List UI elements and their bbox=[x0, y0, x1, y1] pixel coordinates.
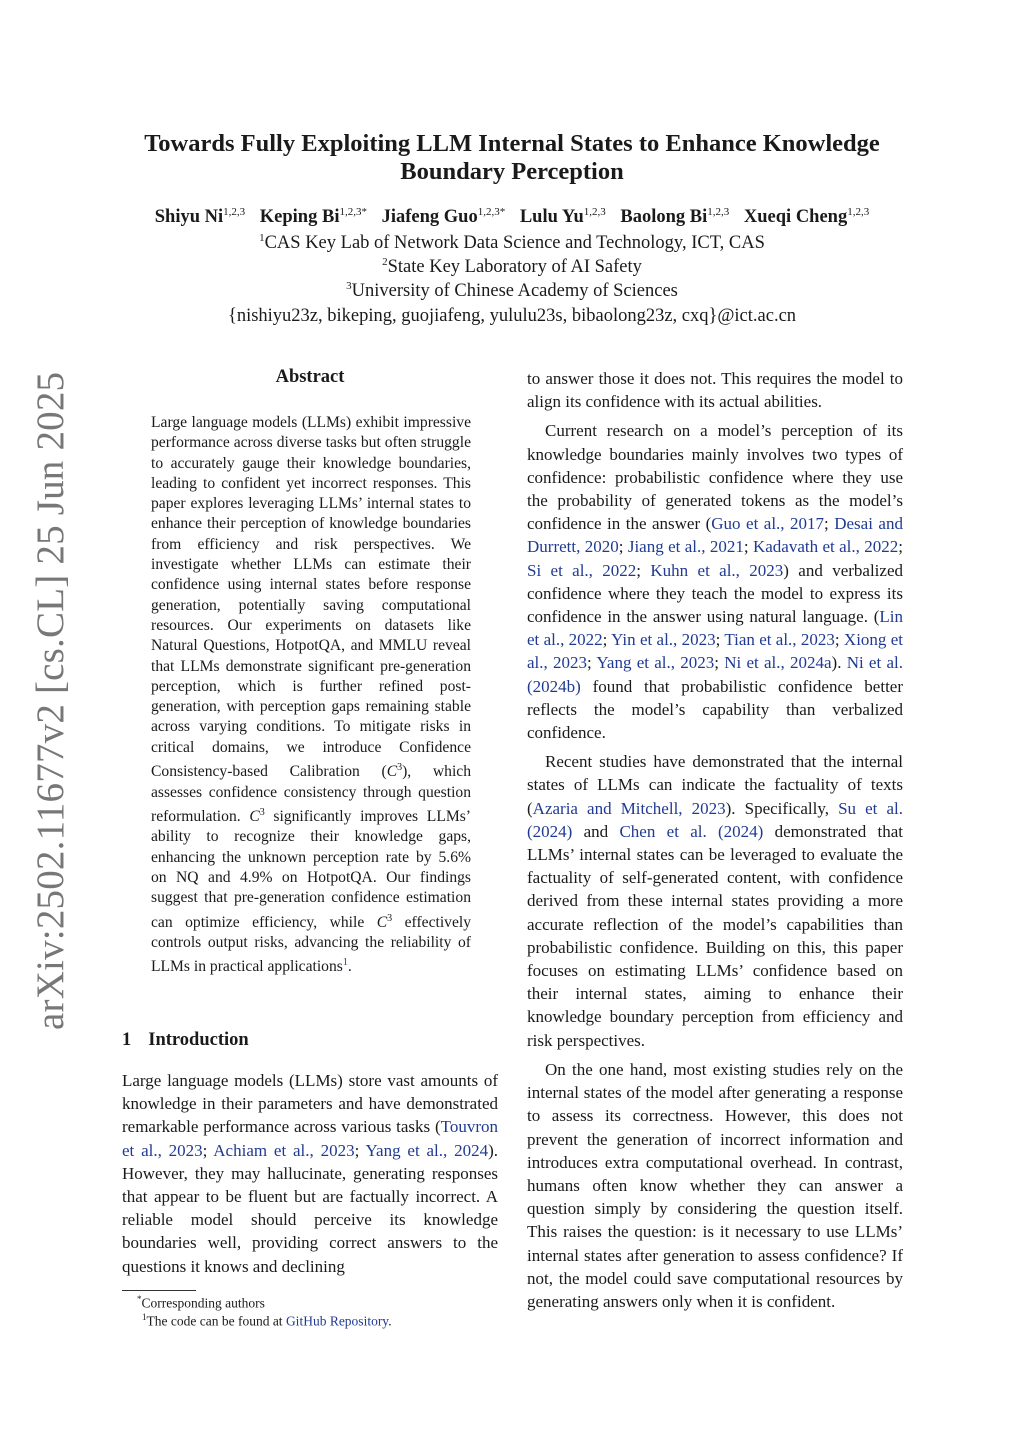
c3-symbol: $C^3$ bbox=[386, 762, 403, 781]
intro-paragraph: Current research on a model’s perception of its knowledge boundaries mainly involves two types of confidence: probabilistic confidence where they use the probability of generated tokens as the model’s confidence in the answer (Guo et al., 2017; Desai and Durrett, 2020; Jiang et al., 2021; Kadavath et al., 2022; Si et al., 2022; Kuhn et al., 2023) and verbalized confidence where they teach the model to express its confidence in the answer using natural language. (Lin et al., 2022; Yin et al., 2023; Tian et al., 2023; Xiong et al., 2023; Yang et al., 2023; Ni et al., 2024a). Ni et al. (2024b) found that probabilistic confidence better reflects the model’s capability than verbalized confidence. bbox=[527, 421, 904, 743]
abstract-paragraph: Large language models (LLMs) exhibit impressive performance across diverse tasks but often struggle to accurately gauge their knowledge boundaries, leading to confident yet incorrect responses. This paper explores leveraging LLMs’ internal states to enhance their perception of knowledge boundaries from efficiency and risk perspectives. We investigate whether LLMs can estimate their confidence using internal states before response generation, potentially saving computational resources. Our experiments on datasets like Natural Questions, HotpotQA, and MMLU reveal that LLMs demonstrate significant pre-generation perception, which is further refined post-generation, with perception gaps remaining stable across varying conditions. To mitigate risks in critical domains, we introduce Confidence Consistency-based Calibration $(C^3)$, which assesses confidence consistency through question reformulation. $C^3$ significantly improves LLMs’ ability to recognize their knowledge gaps, enhancing the unknown perception rate by 5.6% on NQ and 4.9% on HotpotQA. Our findings suggest that pre-generation confidence estimation can optimize efficiency, while $C^3$ effectively controls output risks, advancing the reliability of LLMs in practical applications$^1$. bbox=[151, 414, 472, 976]
left-column-text bbox=[122, 1069, 498, 1278]
footnote-code: $^1$The code can be found at GitHub Repository. bbox=[142, 1312, 392, 1329]
affiliation-1: $^1$CAS Key Lab of Network Data Science and Technology, ICT, CAS bbox=[259, 232, 765, 254]
citation-link[interactable]: Su et al. (2024) bbox=[527, 798, 903, 841]
intro-paragraph: Recent studies have demonstrated that the internal states of LLMs can indicate the factuality of texts (Azaria and Mitchell, 2023). Specifically, Su et al. (2024) and Chen et al. (2024) demonstrated that LLMs’ internal states can be leveraged to evaluate the factuality of self-generated content, with confidence derived from these internal states providing a more accurate reflection of the model’s capabilities than probabilistic confidence. Building on this, this paper focuses on estimating LLMs’ confidence based on their internal states, aiming to enhance their knowledge boundary perception from efficiency and risk perspectives. bbox=[527, 752, 904, 1050]
arxiv-identifier: arXiv:2502.11677v2 [cs.CL] 25 Jun 2025 bbox=[29, 371, 72, 1030]
citation-link[interactable]: Desai and Durrett, 2020 bbox=[527, 514, 903, 557]
author: Shiyu Ni$^{1,2,3}$ bbox=[154, 206, 246, 228]
citation-link[interactable]: Jiang et al., 2021 bbox=[627, 537, 744, 557]
author-emails: {nishiyu23z, bikeping, guojiafeng, yululu23s, bibaolong23z, cxq}@ict.ac.cn bbox=[227, 306, 797, 326]
citation-link[interactable]: Guo et al., 2017 bbox=[711, 514, 825, 534]
footnote-rule bbox=[122, 1290, 196, 1291]
citation-link[interactable]: Yang et al., 2024 bbox=[365, 1140, 489, 1160]
citation-link[interactable]: Yin et al., 2023 bbox=[611, 630, 716, 650]
section-heading-introduction: 1 Introduction bbox=[122, 1030, 249, 1050]
author-list bbox=[60, 206, 964, 228]
right-column-text bbox=[527, 367, 903, 1313]
citation-link[interactable]: Kuhn et al., 2023 bbox=[650, 560, 784, 580]
intro-paragraph: On the one hand, most existing studies rely on the internal states of the model after generating a response to assess its correctness. However, this does not prevent the generation of incorrect information and introduces extra computational overhead. In contrast, humans often know whether they can answer a question simply by considering the question itself. This raises the question: is it necessary to use LLMs’ internal states after generation to assess confidence? If not, the model could save computational resources by generating answers only when it is confident. bbox=[527, 1059, 903, 1311]
author: Lulu Yu$^{1,2,3}$ bbox=[519, 206, 606, 228]
citation-link[interactable]: Azaria and Mitchell, 2023 bbox=[532, 798, 726, 818]
title-line-1: Towards Fully Exploiting LLM Internal States to Enhance Knowledge bbox=[144, 130, 880, 157]
intro-paragraph: Large language models (LLMs) store vast amounts of knowledge in their parameters and have demonstrated remarkable performance across various tasks (Touvron et al., 2023; Achiam et al., 2023; Yang et al., 2024). However, they may hallucinate, generating responses that appear to be fluent but are factually incorrect. A reliable model should perceive its knowledge boundaries well, providing correct answers to the questions it knows and declining bbox=[122, 1071, 498, 1276]
author: Baolong Bi$^{1,2,3}$ bbox=[620, 206, 730, 228]
affiliation-3: $^3$University of Chinese Academy of Sciences bbox=[346, 280, 678, 302]
abstract-heading: Abstract bbox=[275, 367, 345, 387]
citation-link[interactable]: Yang et al., 2023 bbox=[596, 653, 715, 673]
c3-symbol: $C^3$ bbox=[249, 806, 265, 826]
title-line-2: Boundary Perception bbox=[400, 158, 624, 185]
citation-link[interactable]: Chen et al. (2024) bbox=[619, 821, 764, 841]
author: Xueqi Cheng$^{1,2,3}$ bbox=[743, 206, 870, 228]
author: Jiafeng Guo$^{1,2,3*}$ bbox=[381, 206, 506, 228]
github-repository-link[interactable]: GitHub Repository bbox=[285, 1313, 389, 1329]
citation-link[interactable]: Si et al., 2022 bbox=[527, 560, 637, 580]
citation-link[interactable]: Achiam et al., 2023 bbox=[213, 1140, 355, 1160]
paper-title bbox=[110, 130, 914, 186]
abstract-body bbox=[151, 413, 471, 978]
affiliation-2: $^2$State Key Laboratory of AI Safety bbox=[382, 256, 642, 278]
citation-link[interactable]: Lin et al., 2022 bbox=[527, 607, 903, 650]
citation-link[interactable]: Ni et al., 2024a bbox=[724, 653, 832, 673]
citation-link[interactable]: Tian et al., 2023 bbox=[724, 630, 835, 650]
citation-link[interactable]: Touvron et al., 2023 bbox=[122, 1117, 498, 1160]
intro-continuation: to answer those it does not. This requires the model to align its confidence with its actual abilities. bbox=[527, 369, 903, 412]
citation-link[interactable]: Xiong et al., 2023 bbox=[527, 630, 904, 673]
author: Keping $Bi^{1,2,3*}$ bbox=[259, 206, 367, 228]
citation-link[interactable]: Kadavath et al., 2022 bbox=[752, 537, 899, 557]
c3-symbol: $C^3$ bbox=[376, 912, 393, 931]
footnote-link[interactable]: 1 bbox=[342, 957, 348, 969]
citation-link[interactable]: Ni et al. (2024b) bbox=[527, 653, 903, 696]
footnote-corresponding: *Corresponding authors bbox=[137, 1294, 265, 1311]
